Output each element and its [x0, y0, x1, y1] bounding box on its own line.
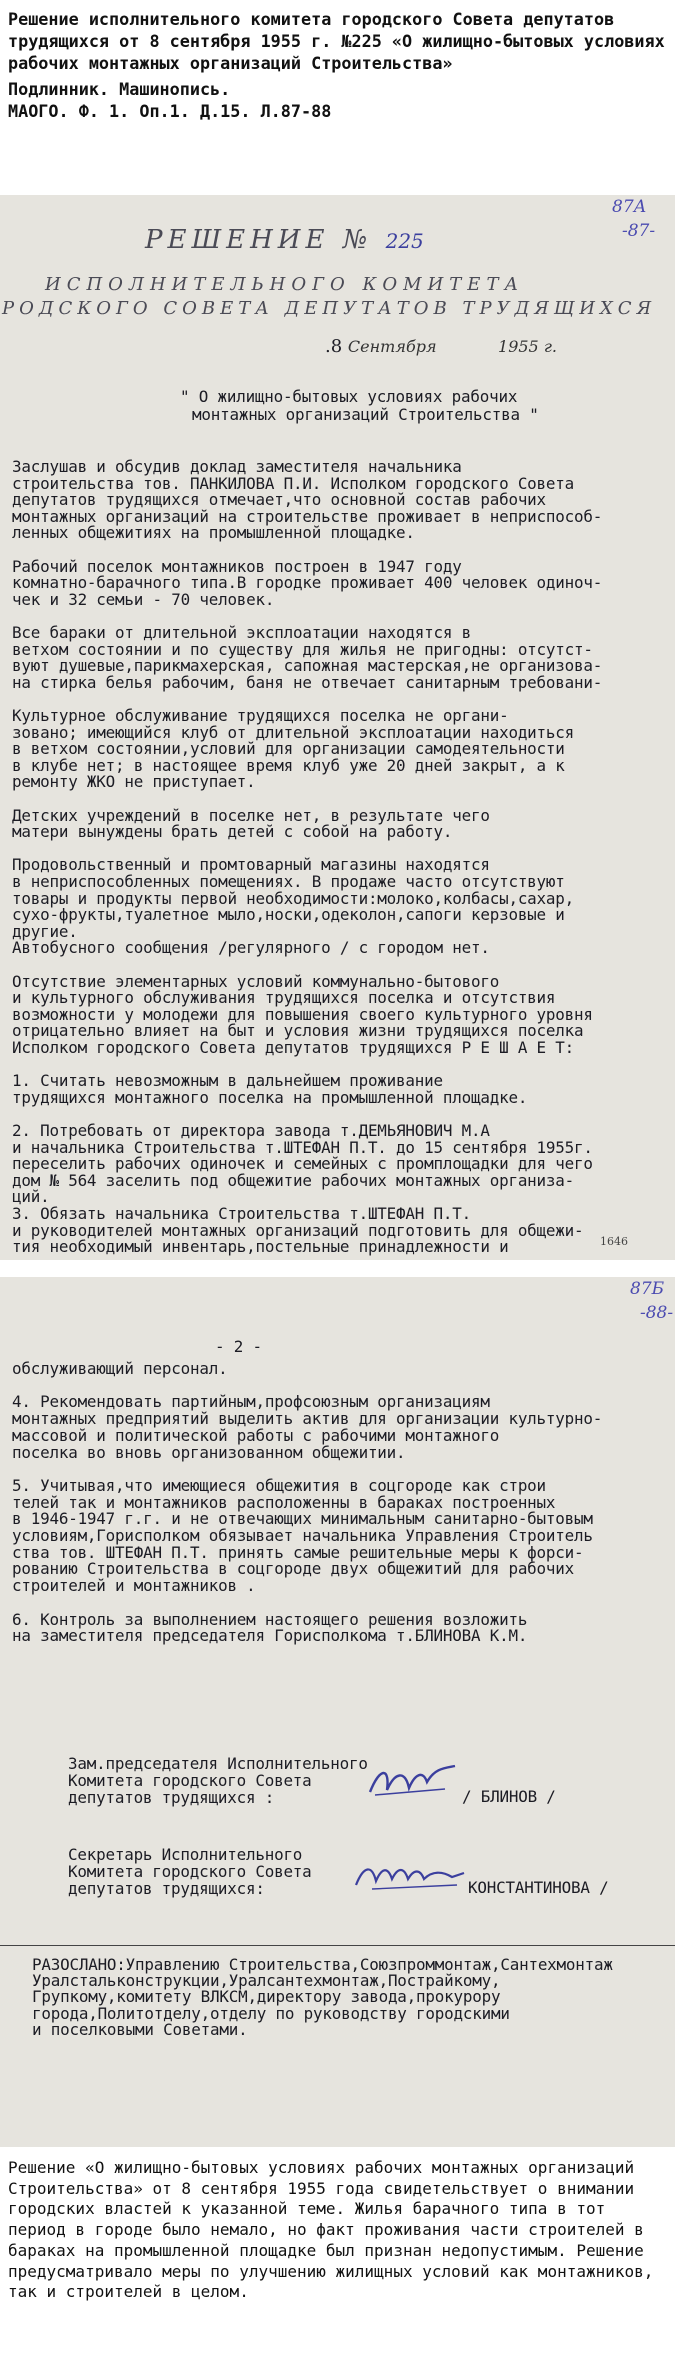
document-text-line: и руководителей монтажных организаций подготовить для общежи- — [12, 1220, 584, 1240]
decision-date: .8 Сентября 1955 г. — [325, 336, 557, 357]
signature-2-image — [352, 1857, 470, 1897]
document-text-line: в клубе нет; в настоящее время клуб уже 20 дней закрыт, а к — [12, 755, 565, 775]
document-text-line: вуют душевые,парикмахерская, сапожная мастерская,не организова- — [12, 656, 603, 676]
decision-heading: РЕШЕНИЕ № 225 — [145, 225, 424, 255]
document-text-line: Все бараки от длительной эксплоатации находятся в — [12, 623, 471, 642]
signature-title-line: Зам.председателя Исполнительного — [68, 1754, 368, 1773]
document-text-line: ленных общежитиях на промышленной площадке. — [12, 523, 415, 543]
scan-page-2 — [0, 1277, 675, 2147]
document-text-line: чек и 32 семьи - 70 человек. — [12, 589, 275, 609]
document-text-line: поселка во вновь организованном общежитии. — [12, 1442, 406, 1462]
document-text-line: в неприспособленных помещениях. В продаже часто отсутствуют — [12, 872, 565, 891]
signature-title-line: депутатов трудящихся : — [68, 1788, 275, 1807]
document-text-line: ветхом состоянии и по существу для жилья не пригодны: отсутст- — [12, 639, 593, 659]
document-title: Решение исполнительного комитета городского Совета депутатов трудящихся от 8 сентября 1955 г. №225 «О жилищно-бытовых условиях рабочих монтажных организаций Строительства» — [8, 9, 665, 73]
signature-name-2: КОНСТАНТИНОВА / — [468, 1878, 609, 1897]
scan-page-1 — [0, 195, 675, 1260]
document-text-line: условиям,Горисполком обязывает начальника Управления Строитель — [12, 1526, 593, 1545]
document-text-line: возможности у молодежи для повышения своего культурного уровня — [12, 1004, 593, 1024]
signature-title-line: Комитета городского Совета — [68, 1771, 312, 1790]
document-text-line: в 1946-1947 г.г. и не отвечающих минимальным санитарно-бытовым — [12, 1509, 593, 1529]
document-text-line: отрицательно влияет на быт и условия жизни трудящихся поселка — [12, 1021, 584, 1041]
council-heading: РОДСКОГО СОВЕТА ДЕПУТАТОВ ТРУДЯЩИХСЯ — [2, 298, 657, 319]
document-text-line: строительства тов. ПАНКИЛОВА П.И. Исполком городского Совета — [12, 473, 575, 493]
distribution-divider — [0, 1945, 675, 1946]
document-text-line: 6. Контроль за выполнением настоящего решения возложить — [12, 1609, 528, 1629]
document-text-line: комнатно-барачного типа.В городке проживает 400 человек одиноч- — [12, 573, 603, 593]
document-text-line: на заместителя председателя Горисполкома т.БЛИНОВА К.М. — [12, 1626, 528, 1646]
document-text-line: ций. — [12, 1187, 50, 1207]
document-text-line: в ветхом состоянии,условий для организации самодеятельности — [12, 739, 565, 759]
archive-number-top-2: 87Б — [630, 1279, 665, 1299]
document-text-line: строителей и монтажников . — [12, 1576, 256, 1596]
document-text-line: рованию Строительства в соцгороде двух общежитий для рабочих — [12, 1559, 575, 1579]
document-text-line: тия необходимый инвентарь,постельные принадлежности и — [12, 1237, 509, 1257]
document-text-line: 3. Обязать начальника Строительства т.ШТЕФАН П.Т. — [12, 1204, 471, 1223]
document-text-line: Культурное обслуживание трудящихся поселка не органи- — [12, 706, 509, 725]
document-text-line: 1. Считать невозможным в дальнейшем проживание — [12, 1071, 443, 1091]
document-text-line: товары и продукты первой необходимости:молоко,колбасы,сахар, — [12, 888, 575, 908]
signature-1-image — [365, 1762, 460, 1802]
distribution-line: и поселковыми Советами. — [32, 2019, 248, 2039]
document-text-line: переселить рабочих одиночек и семейных с промплощадки для чего — [12, 1154, 593, 1174]
archive-number-top: 87А — [612, 197, 647, 217]
document-text-line: на стирка белья рабочим, баня не отвечает санитарным требовани- — [12, 672, 603, 692]
document-text-line: 2. Потребовать от директора завода т.ДЕМЬЯНОВИЧ М.А — [12, 1121, 490, 1140]
document-text-line: Продовольственный и промтоварный магазины находятся — [12, 855, 490, 875]
document-text-line: телей так и монтажников расположенны в бараках построенных — [12, 1492, 556, 1512]
page-number: - 2 - — [215, 1337, 262, 1356]
document-text-line: Отсутствие элементарных условий коммунально-бытового — [12, 971, 500, 991]
document-text-line: ства тов. ШТЕФАН П.Т. принять самые решительные меры к форси- — [12, 1542, 584, 1562]
committee-heading: ИСПОЛНИТЕЛЬНОГО КОМИТЕТА — [45, 274, 525, 295]
document-text-line: ремонту ЖКО не приступает. — [12, 772, 256, 792]
archive-reference: МАОГО. Ф. 1. Оп.1. Д.15. Л.87-88 — [8, 101, 332, 121]
signature-name-1: / БЛИНОВ / — [462, 1787, 556, 1806]
document-text-line: Исполком городского Совета депутатов трудящихся Р Е Ш А Е Т: — [12, 1038, 575, 1057]
document-text-line: Рабочий поселок монтажников построен в 1947 году — [12, 556, 462, 576]
document-text-line: 5. Учитывая,что имеющиеся общежития в соцгороде как строи — [12, 1475, 546, 1495]
document-text-line: и начальника Строительства т.ШТЕФАН П.Т. до 15 сентября 1955г. — [12, 1137, 593, 1157]
signature-title-line: Комитета городского Совета — [68, 1862, 312, 1881]
distribution-line: РАЗОСЛАНО:Управлению Строительства,Союзпроммонтаж,Сантехмонтаж — [32, 1955, 613, 1974]
distribution-line: Групкому,комитету ВЛКСМ,директору завода,прокурору — [32, 1987, 501, 2007]
distribution-line: Уралстальконструкции,Уралсантехмонтаж,Пострайкому, — [32, 1971, 501, 1991]
document-text-line: трудящихся монтажного поселка на промышленной площадке. — [12, 1087, 528, 1107]
archive-number-bottom: -87- — [622, 221, 656, 241]
stamp-number: 1646 — [600, 1235, 628, 1248]
document-text-line: зовано; имеющийся клуб от длительной эксплоатации находиться — [12, 722, 575, 742]
archive-number-bottom-2: -88- — [640, 1303, 674, 1323]
document-text-line: дом № 564 заселить под общежитие рабочих монтажных организа- — [12, 1170, 575, 1190]
document-text-line: обслуживающий персонал. — [12, 1359, 228, 1378]
signature-title-line: Секретарь Исполнительного — [68, 1845, 303, 1864]
document-text-line: Автобусного сообщения /регулярного / с городом нет. — [12, 938, 490, 958]
document-text-line: массовой и политической работы с рабочими монтажного — [12, 1425, 500, 1445]
footer-commentary: Решение «О жилищно-бытовых условиях рабочих монтажных организаций Строительства» от 8 сентября 1955 года свидетельствует о внимании городских властей к указанной теме. Жилья барачного типа в тот период в городе было немало, но факт проживания части строителей в бараках на промышленной площадке был признан недопустимым. Решение предусматривало меры по улучшению жилищных условий как монтажников, так и строителей в целом. — [8, 2158, 654, 2302]
distribution-line: города,Политотделу,отделу по руководству городскими — [32, 2003, 510, 2023]
signature-title-line: депутатов трудящихся: — [68, 1879, 265, 1898]
document-text-line: депутатов трудящихся отмечает,что основной состав рабочих — [12, 490, 546, 510]
document-text-line: и культурного обслуживания трудящихся поселка и отсутствия — [12, 988, 556, 1008]
decision-title-line-1: " О жилищно-бытовых условиях рабочих — [180, 387, 518, 406]
document-text-line: матери вынуждены брать детей с собой на работу. — [12, 822, 453, 842]
document-text-line: другие. — [12, 921, 78, 941]
document-text-line: сухо-фрукты,туалетное мыло,носки,одеколон,сапоги керзовые и — [12, 905, 565, 925]
document-text-line: Заслушав и обсудив доклад заместителя начальника — [12, 457, 462, 476]
decision-title-line-2: монтажных организаций Строительства " — [192, 405, 539, 424]
document-text-line: 4. Рекомендовать партийным,профсоюзным организациям — [12, 1392, 490, 1412]
document-text-line: монтажных организаций на строительстве проживает в неприспособ- — [12, 506, 603, 526]
document-text-line: монтажных предприятий выделить актив для организации культурно- — [12, 1409, 603, 1429]
document-text-line: Детских учреждений в поселке нет, в результате чего — [12, 805, 490, 825]
authenticity-note: Подлинник. Машинопись. — [8, 79, 231, 99]
decision-number: 225 — [385, 229, 424, 253]
